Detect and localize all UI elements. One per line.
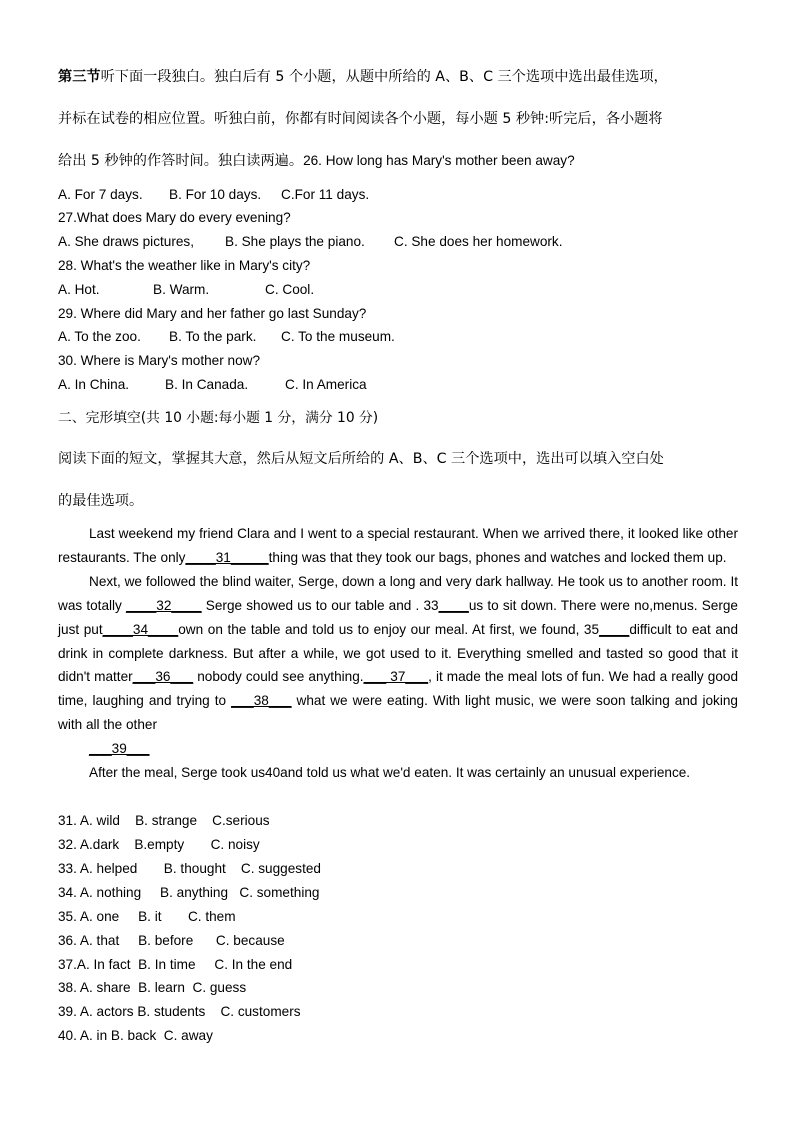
question-30: 30. Where is Mary's mother now? [58,353,261,368]
blank-31: ____31_____ [185,549,269,565]
cloze-option-38: 38. A. share B. learn C. guess [58,980,247,995]
section3-line3 [58,150,575,170]
passage-text: thing was that they took our bags, phones and watches and locked them up. [268,549,727,565]
cloze-option-39: 39. A. actors B. students C. customers [58,1004,301,1019]
question-28: 28. What's the weather like in Mary's city? [58,258,311,273]
passage-text: , it made the meal lots of fun. We had a really good time, laughing and trying to [58,669,738,709]
cloze-option-35: 35. A. one B. it C. them [58,909,236,924]
option-29-a: A. To the zoo. [58,329,141,344]
options-27 [58,234,563,249]
options-26 [58,187,369,202]
option-30-b: B. In Canada. [165,377,249,392]
cloze-instruction-1: 阅读下面的短文，掌握其大意，然后从短文后所给的 A、B、C 三个选项中，选出可以填入空白处 [58,451,664,467]
blank-39-line [58,737,738,761]
section3-heading: 第三节 [58,69,101,85]
cloze-option-32: 32. A.dark B.empty C. noisy [58,837,260,852]
option-30-a: A. In China. [58,377,130,392]
section3-line1 [58,66,668,86]
cloze-option-36: 36. A. that B. before C. because [58,933,285,948]
options-28 [58,282,314,297]
passage-text: Next, we followed the blind waiter, Serge, down a long and very dark hallway. He took us to another room. It was totally [58,573,738,613]
passage-text: difficult to eat and drink in complete darkness. But after a while, we got used to it. Everything smelled and tasted so good that it didn't matter [58,621,739,685]
section3-line2: 并标在试卷的相应位置。听独白前，你都有时间阅读各个小题，每小题 5 秒钟:听完后，各小题将 [58,111,663,127]
passage-text: Last weekend my friend Clara and I went to a special restaurant. When we arrived there, it looked like other restaurants. The only [58,526,738,565]
cloze-passage [58,522,738,785]
option-26-b: B. For 10 days. [169,187,262,202]
question-29: 29. Where did Mary and her father go last Sunday? [58,306,367,321]
option-26-a: A. For 7 days. [58,187,143,202]
blank-38: ___38___ [231,693,292,709]
passage-text: us to sit down. There were no,menus. Serge just put [58,597,738,637]
section3-line3-cn: 给出 5 秒钟的作答时间。独白读两遍。 [58,153,304,169]
cloze-option-34: 34. A. nothing B. anything C. something [58,885,320,900]
passage-text: what we were eating. With light music, we were soon talking and joking with all the other [58,693,738,733]
blank-36: ___36___ [132,669,194,685]
passage-text: own on the table and told us to enjoy our meal. At first, we found, 35 [178,621,600,637]
blank-35: ____ [599,621,630,637]
blank-37: ___ 37___ [363,669,429,685]
section3-text: 听下面一段独白。独白后有 5 个小题，从题中所给的 A、B、C 三个选项中选出最佳选项， [100,69,668,85]
option-27-a: A. She draws pictures, [58,234,194,249]
question-26: 26. How long has Mary's mother been away? [303,153,575,168]
option-28-c: C. Cool. [265,282,315,297]
cloze-option-31: 31. A. wild B. strange C.serious [58,813,270,828]
passage-text: Serge showed us to our table and . 33 [201,597,439,613]
option-29-c: C. To the museum. [281,329,395,344]
cloze-option-37: 37.A. In fact B. In time C. In the end [58,957,293,972]
option-30-c: C. In America [285,377,367,392]
passage-paragraph-1 [58,522,738,570]
blank-39: ___39___ [89,741,150,757]
option-29-b: B. To the park. [169,329,257,344]
options-29 [58,329,395,344]
cloze-option-40: 40. A. in B. back C. away [58,1028,213,1043]
blank-32: ____32____ [126,597,202,613]
question-27: 27.What does Mary do every evening? [58,210,291,225]
cloze-instruction-2: 的最佳选项。 [58,493,144,509]
passage-text: nobody could see anything. [193,669,364,685]
option-28-a: A. Hot. [58,282,100,297]
option-27-c: C. She does her homework. [394,234,563,249]
blank-33: ____ [438,597,469,613]
passage-paragraph-2 [58,570,738,737]
option-28-b: B. Warm. [153,282,210,297]
passage-paragraph-3: After the meal, Serge took us40and told us what we'd eaten. It was certainly an unusual experience. [89,765,691,781]
cloze-heading: 二、完形填空(共 10 小题:每小题 1 分，满分 10 分) [58,410,379,426]
cloze-option-33: 33. A. helped B. thought C. suggested [58,861,321,876]
option-27-b: B. She plays the piano. [225,234,365,249]
options-30 [58,377,367,392]
option-26-c: C.For 11 days. [281,187,370,202]
blank-34: ____34____ [102,621,179,637]
